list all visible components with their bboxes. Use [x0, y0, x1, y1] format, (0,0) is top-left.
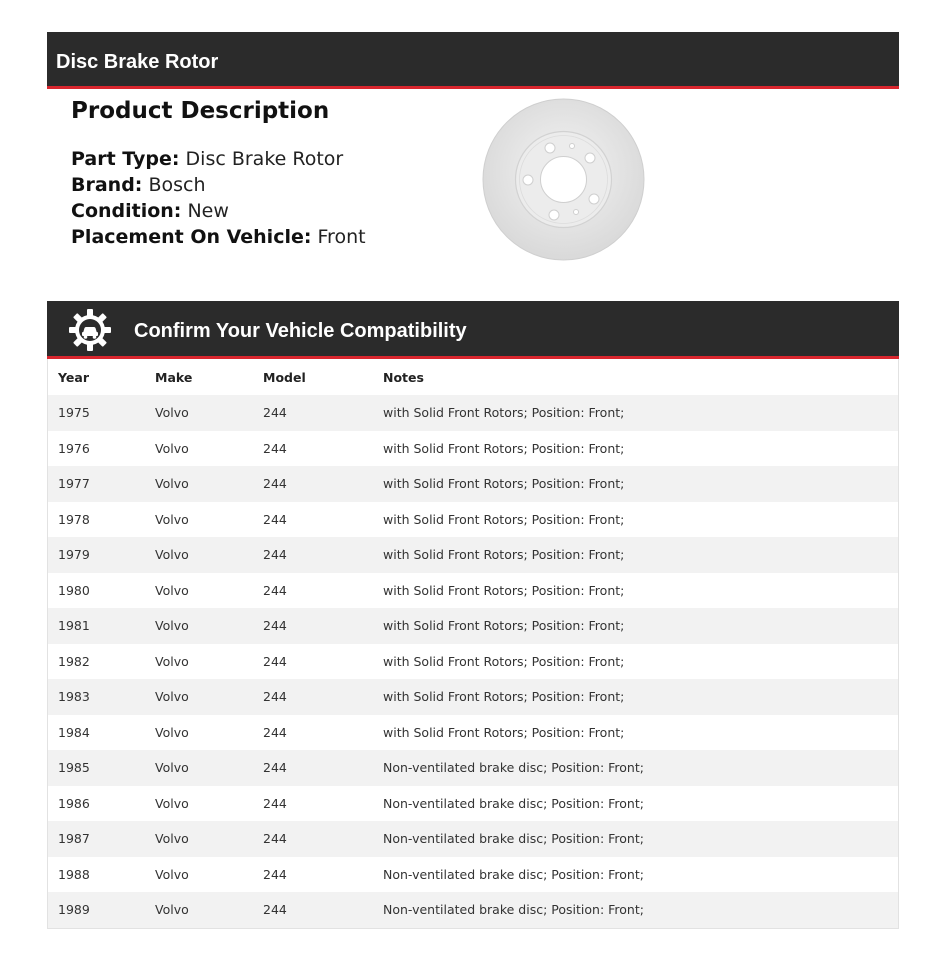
brake-rotor-image [482, 98, 645, 261]
cell-notes: with Solid Front Rotors; Position: Front; [383, 724, 625, 740]
cell-notes: with Solid Front Rotors; Position: Front; [383, 582, 625, 598]
table-row [48, 644, 898, 680]
table-row [48, 750, 898, 786]
column-header-model: Model [263, 369, 306, 385]
cell-year: 1985 [58, 760, 90, 776]
cell-model: 244 [263, 689, 287, 705]
table-row [48, 537, 898, 573]
cell-model: 244 [263, 831, 287, 847]
cell-year: 1983 [58, 689, 90, 705]
table-row [48, 502, 898, 538]
product-description [71, 95, 366, 250]
cell-notes: with Solid Front Rotors; Position: Front; [383, 689, 625, 705]
cell-model: 244 [263, 902, 287, 918]
gear-car-icon [69, 309, 111, 351]
compatibility-bar [47, 301, 899, 359]
cell-year: 1975 [58, 405, 90, 421]
cell-make: Volvo [155, 831, 189, 847]
cell-notes: Non-ventilated brake disc; Position: Front; [383, 831, 644, 847]
cell-model: 244 [263, 440, 287, 456]
table-body [48, 395, 898, 928]
cell-year: 1978 [58, 511, 90, 527]
attribute-value: New [187, 200, 229, 222]
cell-notes: with Solid Front Rotors; Position: Front; [383, 476, 625, 492]
cell-notes: with Solid Front Rotors; Position: Front; [383, 405, 625, 421]
cell-notes: Non-ventilated brake disc; Position: Front; [383, 760, 644, 776]
cell-make: Volvo [155, 724, 189, 740]
product-title: Disc Brake Rotor [56, 51, 219, 73]
table-row [48, 573, 898, 609]
cell-make: Volvo [155, 511, 189, 527]
cell-make: Volvo [155, 653, 189, 669]
attribute-value: Disc Brake Rotor [185, 148, 344, 170]
attribute-row [71, 198, 366, 224]
cell-notes: with Solid Front Rotors; Position: Front; [383, 653, 625, 669]
cell-notes: with Solid Front Rotors; Position: Front; [383, 440, 625, 456]
compatibility-table [47, 359, 899, 929]
table-row [48, 431, 898, 467]
cell-make: Volvo [155, 689, 189, 705]
cell-make: Volvo [155, 547, 189, 563]
cell-year: 1981 [58, 618, 90, 634]
table-row [48, 821, 898, 857]
attribute-label: Part Type: [71, 148, 180, 170]
cell-year: 1982 [58, 653, 90, 669]
cell-year: 1989 [58, 902, 90, 918]
cell-year: 1979 [58, 547, 90, 563]
attribute-row [71, 172, 366, 198]
table-row [48, 715, 898, 751]
table-row [48, 466, 898, 502]
compatibility-title: Confirm Your Vehicle Compatibility [134, 320, 467, 342]
cell-notes: with Solid Front Rotors; Position: Front; [383, 547, 625, 563]
cell-notes: Non-ventilated brake disc; Position: Front; [383, 795, 644, 811]
cell-notes: Non-ventilated brake disc; Position: Front; [383, 866, 644, 882]
cell-notes: with Solid Front Rotors; Position: Front; [383, 511, 625, 527]
cell-year: 1986 [58, 795, 90, 811]
cell-year: 1987 [58, 831, 90, 847]
cell-year: 1988 [58, 866, 90, 882]
cell-year: 1980 [58, 582, 90, 598]
cell-model: 244 [263, 724, 287, 740]
attribute-label: Brand: [71, 174, 143, 196]
title-bar [47, 32, 899, 89]
table-row [48, 857, 898, 893]
cell-year: 1977 [58, 476, 90, 492]
product-description-heading: Product Description [71, 98, 330, 124]
cell-model: 244 [263, 511, 287, 527]
cell-make: Volvo [155, 795, 189, 811]
cell-year: 1984 [58, 724, 90, 740]
table-row [48, 608, 898, 644]
cell-model: 244 [263, 795, 287, 811]
cell-model: 244 [263, 547, 287, 563]
cell-year: 1976 [58, 440, 90, 456]
cell-make: Volvo [155, 760, 189, 776]
column-header-notes: Notes [383, 369, 424, 385]
cell-make: Volvo [155, 866, 189, 882]
cell-notes: with Solid Front Rotors; Position: Front; [383, 618, 625, 634]
cell-make: Volvo [155, 405, 189, 421]
cell-model: 244 [263, 866, 287, 882]
cell-make: Volvo [155, 476, 189, 492]
cell-model: 244 [263, 760, 287, 776]
cell-model: 244 [263, 582, 287, 598]
column-header-year: Year [58, 369, 89, 385]
table-row [48, 786, 898, 822]
table-header-row [48, 359, 898, 395]
cell-make: Volvo [155, 582, 189, 598]
column-header-make: Make [155, 369, 193, 385]
table-row [48, 679, 898, 715]
cell-model: 244 [263, 618, 287, 634]
table-row [48, 892, 898, 928]
product-attributes [71, 146, 366, 250]
attribute-row [71, 224, 366, 250]
cell-make: Volvo [155, 618, 189, 634]
attribute-label: Placement On Vehicle: [71, 226, 312, 248]
attribute-row [71, 146, 366, 172]
cell-notes: Non-ventilated brake disc; Position: Front; [383, 902, 644, 918]
attribute-value: Front [317, 226, 366, 248]
attribute-label: Condition: [71, 200, 182, 222]
table-row [48, 395, 898, 431]
attribute-value: Bosch [148, 174, 206, 196]
cell-model: 244 [263, 653, 287, 669]
cell-make: Volvo [155, 902, 189, 918]
cell-make: Volvo [155, 440, 189, 456]
cell-model: 244 [263, 476, 287, 492]
cell-model: 244 [263, 405, 287, 421]
